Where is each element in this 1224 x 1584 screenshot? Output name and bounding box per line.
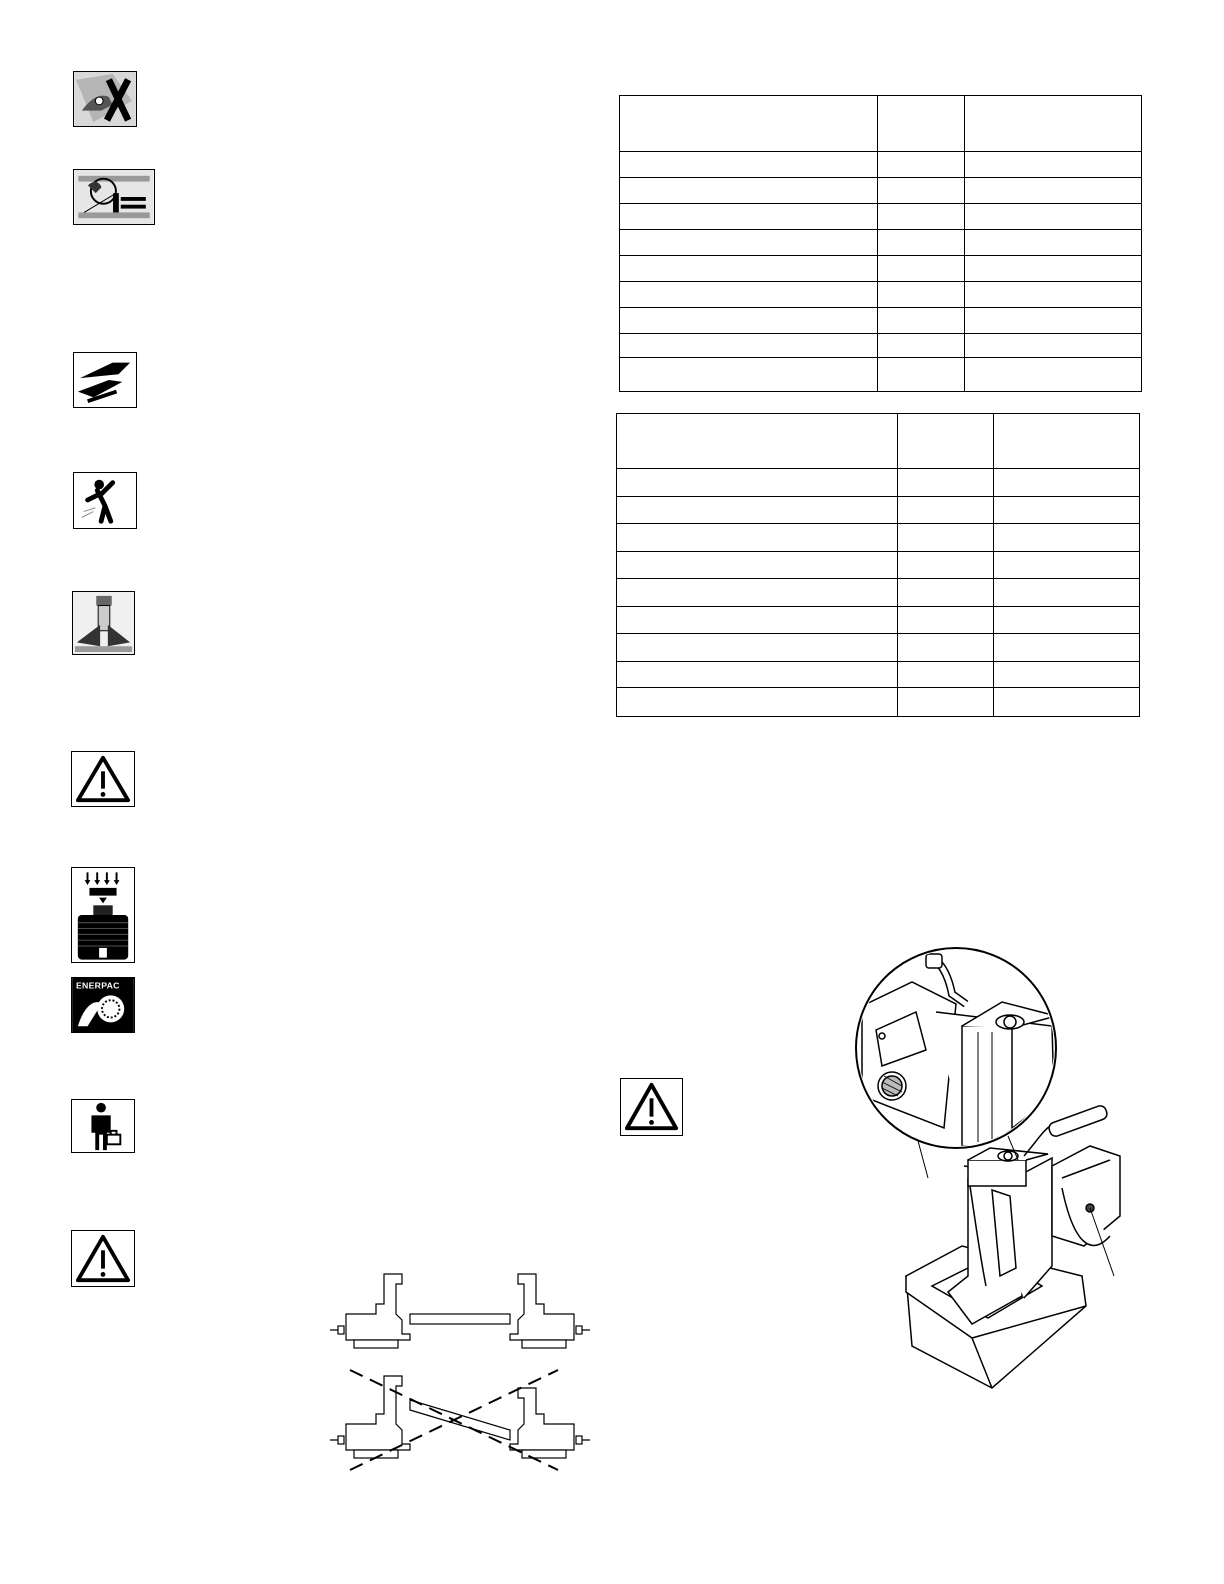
table-row — [620, 334, 1142, 358]
enerpac-logo-text: ENERPAC — [76, 980, 120, 991]
table-row — [617, 634, 1140, 662]
warning-triangle-icon — [71, 751, 135, 807]
no-hand-on-hose-icon — [73, 71, 137, 127]
table-row — [620, 256, 1142, 282]
table-row — [617, 524, 1140, 552]
table-row — [617, 662, 1140, 688]
correct-alignment-figure — [330, 1274, 590, 1348]
enerpac-service-icon — [71, 977, 135, 1033]
oil-injection-icon — [73, 352, 137, 408]
table-row — [620, 152, 1142, 178]
table-header-cell — [898, 414, 994, 469]
warning-triangle-icon — [71, 1230, 135, 1287]
table-header-row — [620, 96, 1142, 152]
table-row — [617, 469, 1140, 497]
magnified-detail-circle — [856, 948, 1056, 1148]
table-row — [620, 282, 1142, 308]
table-header-row — [617, 414, 1140, 469]
cylinder-overload-icon — [71, 867, 135, 963]
technician-icon — [71, 1099, 135, 1153]
table-header-cell — [620, 96, 878, 152]
table-row — [620, 178, 1142, 204]
table-row — [617, 497, 1140, 524]
table-row — [620, 230, 1142, 256]
table-row — [620, 358, 1142, 392]
jack-detail-illustration — [852, 946, 1132, 1428]
specification-table-2 — [616, 413, 1140, 717]
table-row — [617, 607, 1140, 634]
falling-person-icon — [73, 472, 137, 529]
table-header-cell — [878, 96, 965, 152]
jack-alignment-diagram — [326, 1270, 594, 1480]
table-row — [617, 552, 1140, 579]
table-row — [617, 688, 1140, 717]
table-row — [620, 204, 1142, 230]
table-header-cell — [994, 414, 1140, 469]
table-row — [620, 308, 1142, 334]
coupler-connection-icon — [73, 169, 155, 225]
load-crush-icon — [72, 591, 135, 655]
table-header-cell — [617, 414, 898, 469]
table-row — [617, 579, 1140, 607]
specification-table-1 — [619, 95, 1142, 392]
warning-triangle-icon — [620, 1078, 683, 1136]
table-header-cell — [965, 96, 1142, 152]
